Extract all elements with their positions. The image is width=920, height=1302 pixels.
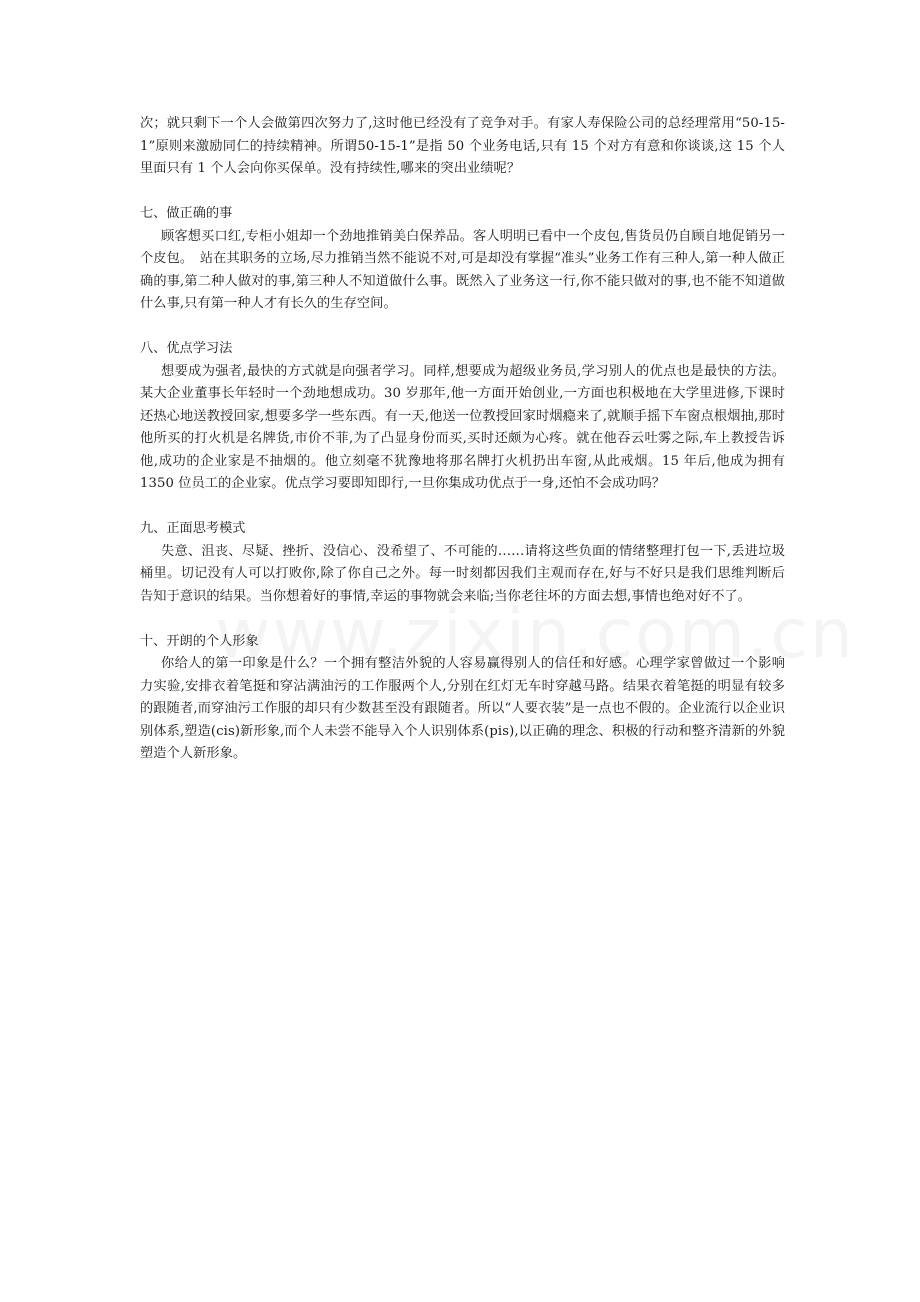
section-10 <box>140 631 785 766</box>
section-heading: 七、做正确的事 <box>140 206 233 221</box>
section-body: 顾客想买口红,专柜小姐却一个劲地推销美白保养品。客人明明已看中一个皮包,售货员仍自顾自地促销另一个皮包。 站在其职务的立场,尽力推销当然不能说不对,可是却没有掌握“准头”业务工作有三种人,第一种人做正确的事,第二种人做对的事,第三种人不知道做什么事。既然入了业务这一行,你不能只做对的事,也不能不知道做什么事,只有第一种人才有长久的生存空间。 <box>140 228 785 311</box>
section-heading: 九、正面思考模式 <box>140 521 246 536</box>
section-body: 你给人的第一印象是什么？一个拥有整洁外貌的人容易赢得别人的信任和好感。心理学家曾做过一个影响力实验,安排衣着笔挺和穿沾满油污的工作服两个人,分别在红灯无车时穿越马路。结果衣着笔挺的明显有较多的跟随者,而穿油污工作服的却只有少数甚至没有跟随者。所以“人要衣装”是一点也不假的。企业流行以企业识别体系,塑造(cis)新形象,而个人未尝不能导入个人识别体系(pis),以正确的理念、积极的行动和整齐清新的外貌塑造个人新形象。 <box>140 656 785 761</box>
section-body: 想要成为强者,最快的方式就是向强者学习。同样,想要成为超级业务员,学习别人的优点也是最快的方法。某大企业董事长年轻时一个劲地想成功。30 岁那年,他一方面开始创业,一方面也积极地在大学里进修,下课时还热心地送教授回家,想要多学一些东西。有一天,他送一位教授回家时烟瘾来了,就顺手摇下车窗点根烟抽,那时他所买的打火机是名牌货,市价不菲,为了凸显身份而买,买时还颇为心疼。就在他吞云吐雾之际,车上教授告诉他,成功的企业家是不抽烟的。他立刻毫不犹豫地将那名牌打火机扔出车窗,从此戒烟。15 年后,他成为拥有 1350 位员工的企业家。优点学习要即知即行,一旦你集成功优点于一身,还怕不会成功吗？ <box>140 363 785 491</box>
section-body: 失意、沮丧、尽疑、挫折、没信心、没希望了、不可能的……请将这些负面的情绪整理打包一下,丢进垃圾桶里。切记没有人可以打败你,除了你自己之外。每一时刻都因我们主观而存在,好与不好只是我们思维判断后告知于意识的结果。当你想着好的事情,幸运的事物就会来临;当你老往坏的方面去想,事情也绝对好不了。 <box>140 543 785 604</box>
section-heading: 八、优点学习法 <box>140 341 233 356</box>
section-7 <box>140 203 785 316</box>
section-9 <box>140 518 785 608</box>
document-page <box>140 113 785 766</box>
section-heading: 十、开朗的个人形象 <box>140 633 259 649</box>
section-8 <box>140 338 785 496</box>
intro-paragraph: 次；就只剩下一个人会做第四次努力了,这时他已经没有了竞争对手。有家人寿保险公司的总经理常用“50-15-1”原则来激励同仁的持续精神。所谓50-15-1”是指 50 个业务电话,只有 15 个对方有意和你谈谈,这 15 个人里面只有 1 个人会向你买保单。没有持续性,哪来的突出业绩呢？ <box>140 116 785 176</box>
